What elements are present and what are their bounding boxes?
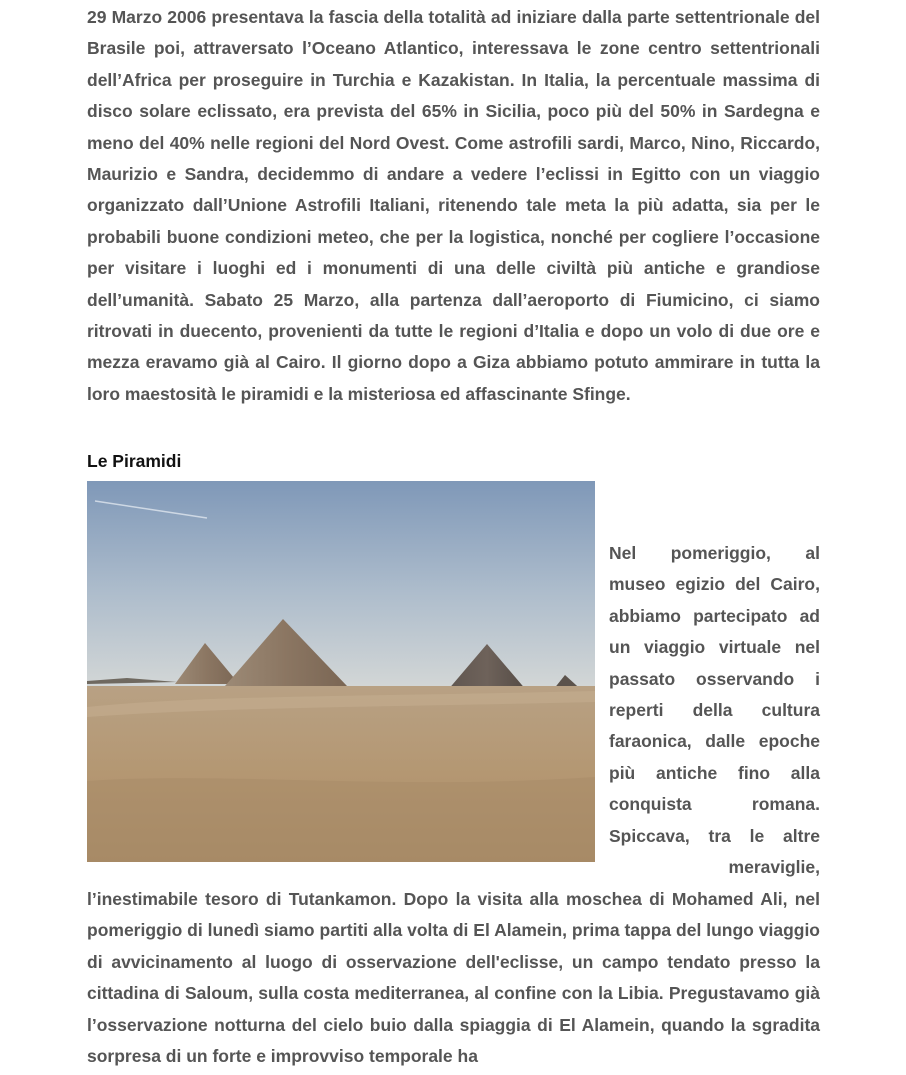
paragraph-continued: l’inestimabile tesoro di Tutankamon. Dopo la visita alla moschea di Mohamed Ali, nel pomeriggio di lunedì siamo partiti alla volta di El Alamein, prima tappa del lungo viaggio di avvicinamento al luogo di osservazione dell'eclisse, un campo tendato presso la cittadina di Saloum, sulla costa mediterranea, al confine con la Libia. Pregustavamo già l’osservazione notturna del cielo buio dalla spiaggia di El Alamein, quando la sgradita sorpresa di un forte e improvviso temporale ha [87, 889, 820, 1067]
section-heading: Le Piramidi [87, 451, 182, 471]
side-text: Nel pomeriggio, al museo egizio del Cairo, abbiamo partecipato ad un viaggio virtuale nel passato osservando i reperti della cultura faraonica, dalle epoche più antiche fino alla conquista romana. Spiccava, tra le altre [609, 543, 820, 846]
side-text-end: meraviglie, [728, 857, 820, 877]
paragraph-intro: 29 Marzo 2006 presentava la fascia della totalità ad iniziare dalla parte settentrionale del Brasile poi, attraversato l’Oceano Atlantico, interessava le zone centro settentrionali dell’Africa per proseguire in Turchia e Kazakistan. In Italia, la percentuale massima di disco solare eclissato, era prevista del 65% in Sicilia, poco più del 50% in Sardegna e meno del 40% nelle regioni del Nord Ovest. Come astrofili sardi, Marco, Nino, Riccardo, Maurizio e Sandra, decidemmo di andare a vedere l’eclissi in Egitto con un viaggio organizzato dall’Unione Astrofili Italiani, ritenendo tale meta la più adatta, sia per le probabili buone condizioni meteo, che per la logistica, nonché per cogliere l’occasione per visitare i luoghi ed i monumenti di una delle civiltà più antiche e grandiose dell’umanità. Sabato 25 Marzo, alla partenza dall’aeroporto di Fiumicino, ci siamo ritrovati in duecento, provenienti da tutte le regioni d’Italia e dopo un volo di due ore e mezza eravamo già al Cairo. Il giorno dopo a Giza abbiamo potuto ammirare in tutta la loro maestosità le piramidi e la misteriosa ed affascinante Sfinge. [87, 7, 820, 404]
pyramids-photo [87, 481, 595, 862]
